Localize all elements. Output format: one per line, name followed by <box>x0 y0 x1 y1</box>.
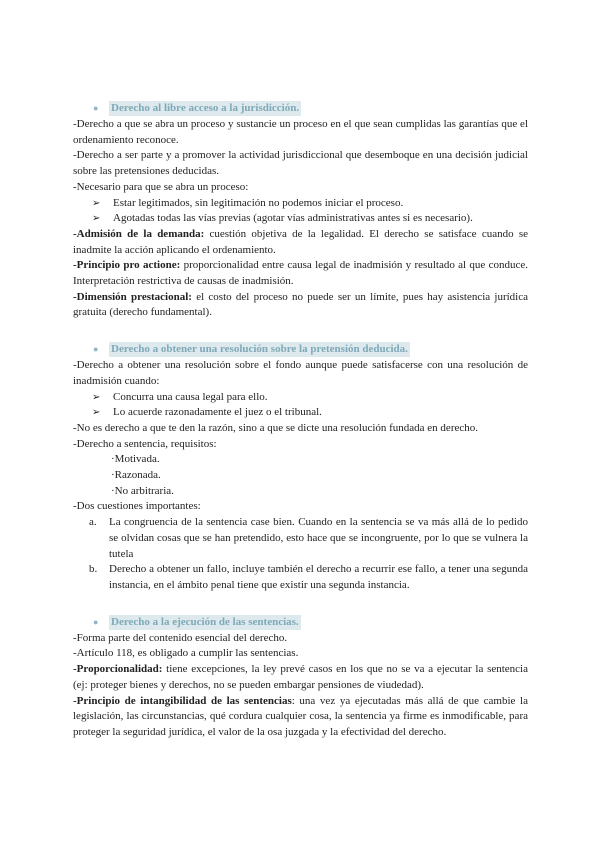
paragraph: -Artículo 118, es obligado a cumplir las sentencias. <box>73 647 299 660</box>
section-heading-resolucion <box>73 342 528 358</box>
section-heading-text: Derecho a la ejecución de las sentencias. <box>111 615 299 628</box>
requisito-item: ·Motivada. <box>111 453 160 466</box>
paragraph-text: cuestión objetiva de la legalidad. El derecho se satisface cuando se inadmite la acción aplicando el ordenamiento. <box>73 227 528 256</box>
bold-term: -Proporcionalidad: <box>73 663 163 676</box>
paragraph: -Dos cuestiones importantes: <box>73 500 201 513</box>
section-heading-text: Derecho al libre acceso a la jurisdicción. <box>111 102 300 114</box>
paragraph-text: el costo del proceso no puede ser un límite, pues hay asistencia jurídica gratuita (derecho fundamental). <box>73 290 528 319</box>
bold-term: -Admisión de la demanda: <box>73 227 205 240</box>
requisito-item: ·Razonada. <box>111 469 161 482</box>
list-item-text: Estar legitimados, sin legitimación no podemos iniciar el proceso. <box>113 196 404 209</box>
paragraph: -Derecho a ser parte y a promover la actividad jurisdiccional que desemboque en una decisión judicial sobre las pretensiones deducidas. <box>73 149 528 178</box>
paragraph <box>73 258 528 289</box>
paragraph <box>73 694 528 741</box>
paragraph: -No es derecho a que te den la razón, sino a que se dicte una resolución fundada en derecho. <box>73 421 478 434</box>
paragraph: -Necesario para que se abra un proceso: <box>73 180 249 193</box>
section-heading-ejecucion <box>73 615 528 631</box>
list-item-text: Derecho a obtener un fallo, incluye también el derecho a recurrir ese fallo, a tener una segunda instancia, en el ámbito penal tiene que existir una segunda instancia. <box>109 563 528 591</box>
list-item-number: a. <box>89 516 97 529</box>
bullet-icon: ● <box>93 616 99 627</box>
bullet-icon: ● <box>93 344 99 355</box>
paragraph-text: proporcionalidad entre causa legal de inadmisión y resultado al que conduce. Interpretación restrictiva de causas de inadmisión. <box>73 259 528 288</box>
bold-term: -Dimensión prestacional: <box>73 290 192 303</box>
bullet-icon: ● <box>93 103 99 113</box>
ordered-list-item <box>73 562 528 593</box>
arrow-bullet-icon: ➢ <box>92 407 101 419</box>
section-heading-text: Derecho a obtener una resolución sobre la pretensión deducida. <box>111 343 408 356</box>
list-item <box>73 405 528 421</box>
bold-term: -Principio pro actione: <box>73 259 181 272</box>
requisito-item: ·No arbitraria. <box>111 484 174 497</box>
paragraph <box>73 227 528 258</box>
bold-term: -Principio de intangibilidad de las sentencias <box>73 694 292 707</box>
arrow-bullet-icon: ➢ <box>92 213 101 225</box>
arrow-bullet-icon: ➢ <box>92 197 101 209</box>
list-item <box>73 196 528 212</box>
ordered-list-item <box>73 515 528 562</box>
list-item-text: Agotadas todas las vías previas (agotar vías administrativas antes si es necesario). <box>113 212 473 225</box>
list-item-text: Concurra una causa legal para ello. <box>113 390 268 403</box>
paragraph: -Derecho a obtener una resolución sobre el fondo aunque puede satisfacerse con una resolución de inadmisión cuando: <box>73 359 528 387</box>
list-item-text: La congruencia de la sentencia case bien. Cuando en la sentencia se va más allá de lo pedido se olvidan cosas que se han pretendido, esto hace que se incongruente, por lo que se vulnera la tutela <box>109 516 528 560</box>
paragraph-text: tiene excepciones, la ley prevé casos en los que no se va a ejecutar la sentencia (ej: proteger bienes y derechos, no se pueden embargar pensiones de viudedad). <box>73 663 528 691</box>
list-item <box>73 390 528 406</box>
paragraph: -Forma parte del contenido esencial del derecho. <box>73 631 288 644</box>
paragraph <box>73 290 528 321</box>
document-page <box>73 101 528 741</box>
paragraph: -Derecho a sentencia, requisitos: <box>73 437 217 450</box>
list-item-number: b. <box>89 563 98 576</box>
arrow-bullet-icon: ➢ <box>92 391 101 403</box>
section-heading-acceso <box>73 101 528 117</box>
list-item-text: Lo acuerde razonadamente el juez o el tribunal. <box>113 406 322 419</box>
paragraph-text: : una vez ya ejecutadas más allá de que cambie la legislación, las circunstancias, qué cordura cualquier cosa, la sentencia ya firme es inmodificable, para proteger la seguridad jurídica, el valor de la osa juzgada y la efectividad del derecho. <box>73 694 528 738</box>
paragraph <box>73 662 528 693</box>
paragraph: -Derecho a que se abra un proceso y sustancie un proceso en el que sean cumplidas las garantías que el ordenamiento reconoce. <box>73 118 528 146</box>
list-item <box>73 211 528 227</box>
